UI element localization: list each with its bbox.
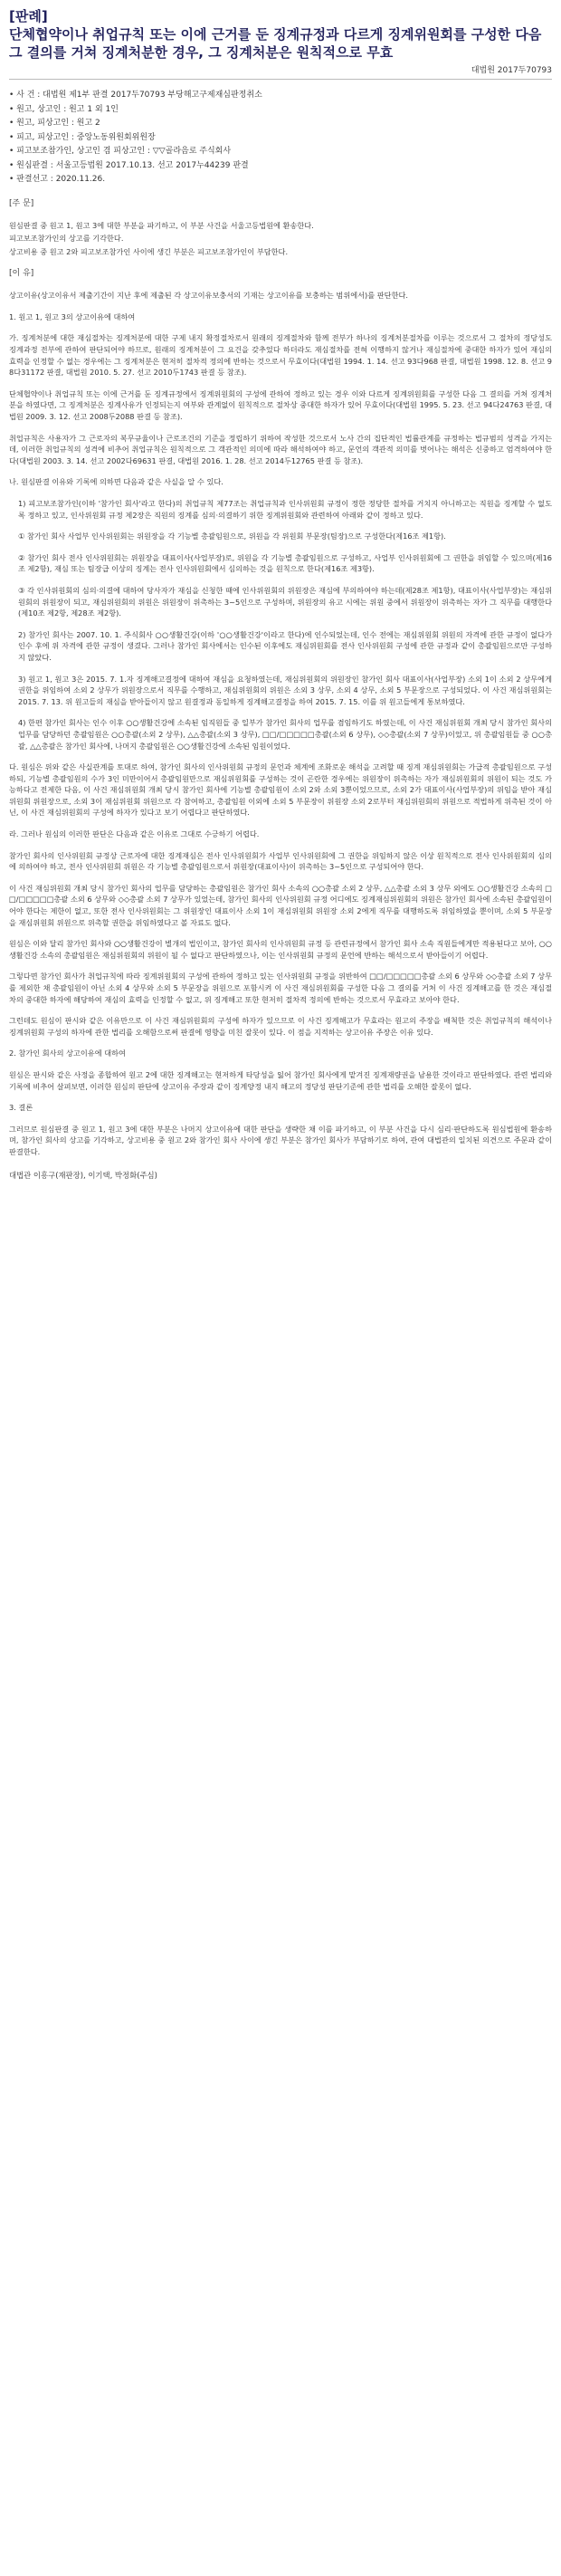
- order-heading: [주 문]: [9, 198, 34, 208]
- paragraph: 이 사건 재심위원회 개최 당시 참가인 회사의 업무를 담당하는 총괄임원은 참가인 회사 소속의 ○○총괄 소외 2 상무, △△총괄 소외 3 상무 외에도 ○○생활건강 소속의 □□/□□□□□총괄 소외 6 상무와 ◇◇총괄 소외 7 상무가 있었는데, 참가인 회사의 인사위원회 규정 어디에도 징계재심위원회의 위원은 참가인 회사에 소속된 총괄임원이어야 한다는 제한이 없고, 또한 전사 인사위원회는 그 위원장인 대표이사 소외 1이 재심위원회 위원장 소외 2에게 직무를 대행하도록 위임하였을 뿐이며, 소외 5 부문장을 재심위원회 위원으로 위촉할 권한을 위임하였다고 볼 자료도 없다.: [9, 883, 552, 927]
- info-item: • 피고, 피상고인 : 중앙노동위원회위원장: [9, 132, 156, 142]
- paragraph: 그런데도 원심이 판시와 같은 이유만으로 이 사건 재심위원회의 구성에 하자가 있으므로 이 사건 징계해고가 무효라는 원고의 주장을 배척한 것은 취업규칙의 해석이나 징계위원회 구성의 하자에 관한 법리를 오해함으로써 판결에 영향을 미친 잘못이 있다. 이 점을 지적하는 상고이유 주장은 이유 있다.: [9, 1016, 552, 1037]
- reason-heading: [이 유]: [9, 269, 34, 279]
- paragraph: 원심은 이와 달리 참가인 회사와 ○○생활건강이 별개의 법인이고, 참가인 회사의 인사위원회 규정 등 관련규정에서 참가인 회사 소속 직원들에게만 적용된다고 보아, ○○생활건강 소속의 총괄임원은 재심위원회의 위원이 될 수 없다고 판단하였으나, 이는 인사위원회 규정의 문언에 반하는 해석으로서 받아들이기 어렵다.: [9, 939, 552, 960]
- paragraph: 4) 한편 참가인 회사는 인수 이후 ○○생활건강에 소속된 임직원들 중 일부가 참가인 회사의 업무를 겸임하기도 하였는데, 이 사건 재심위원회 개최 당시 참가인 회사의 업무를 담당하던 총괄임원은 ○○총괄(소외 2 상무), △△총괄(소외 3 상무), □□/□□□□□총괄(소외 6 상무), ◇◇총괄(소외 7 상무)이었고, 위 총괄임원들 중 ○○총괄, △△총괄은 참가인 회사에, 나머지 총괄임원은 ○○생활건강에 소속된 임원이었다.: [18, 718, 552, 751]
- info-item: • 사 건 : 대법원 제1부 판결 2017두70793 부당해고구제재심판정취소: [9, 91, 262, 100]
- paragraph: 2) 참가인 회사는 2007. 10. 1. 주식회사 ○○생활건강(이하 '○○생활건강'이라고 한다)에 인수되었는데, 인수 전에는 재심위원회 위원의 자격에 관한 규정이 없다가 인수 후에 위 자격에 관한 규정이 생겼다. 그러나 참가인 회사에서는 인수된 이후에도 재심위원회를 전사 인사위원회 구성에 관한 규정과 같이 총괄임원으로만 구성하지 않았다.: [18, 629, 552, 662]
- subheading: 나. 원심판결 이유와 기록에 의하면 다음과 같은 사실을 알 수 있다.: [9, 477, 223, 487]
- info-item: • 원고, 상고인 : 원고 1 외 1인: [9, 104, 119, 114]
- paragraph: ② 참가인 회사 전사 인사위원회는 위원장을 대표이사(사업부장)로, 위원을 각 기능별 총괄임원으로 구성하고, 사업부 인사위원회에 그 권한을 위임할 수 있으며(제16조 제2항), 재심 또는 팀장급 이상의 징계는 전사 인사위원회에서 심의하는 것을 원칙으로 한다(제16조 제3항).: [18, 552, 552, 574]
- subheading: 3. 결론: [9, 1103, 33, 1113]
- paragraph: 그러므로 원심판결 중 원고 1, 원고 3에 대한 부분은 나머지 상고이유에 대한 판단을 생략한 채 이를 파기하고, 이 부분 사건을 다시 심리·판단하도록 원심법원에 환송하며, 참가인 회사의 상고를 기각하고, 상고비용 중 원고 2와 참가인 회사 사이에 생긴 부분은 참가인 회사가 부담하기로 하여, 관여 대법관의 일치된 의견으로 주문과 같이 판결한다.: [9, 1124, 552, 1156]
- paragraph: 참가인 회사의 인사위원회 규정상 근로자에 대한 징계재심은 전사 인사위원회가 사업부 인사위원회에 그 권한을 위임하지 않은 이상 원칙적으로 전사 인사위원회의 심의에 의하여야 하고, 전사 인사위원회 위원은 각 기능별 총괄임원으로서 위원장(대표이사)이 위촉하는 3~5인으로 구성되어야 한다.: [9, 850, 552, 872]
- paragraph: ③ 각 인사위원회의 심의·의결에 대하여 당사자가 재심을 신청한 때에 인사위원회의 위원장은 재심에 부의하여야 하는데(제28조 제1항), 대표이사(사업부장)는 재심위원회의 위원장이 되고, 재심위원회의 위원은 위원장이 위촉하는 3~5인으로 구성하며, 위원장의 유고 시에는 위원 중에서 위원장이 위촉하는 자가 그 직무를 대행한다(제10조 제2항, 제28조 제2항).: [18, 585, 552, 618]
- paragraph: 원심은 판시와 같은 사정을 종합하여 원고 2에 대한 징계해고는 현저하게 타당성을 잃어 참가인 회사에게 맡겨진 징계재량권을 남용한 것이라고 판단하였다. 관련 법리와 기록에 비추어 살펴보면, 이러한 원심의 판단에 상고이유 주장과 같이 징계양정 내지 해고의 정당성 판단기준에 관한 법리를 오해한 잘못이 없다.: [9, 1069, 552, 1091]
- info-item: • 판결선고 : 2020.11.26.: [9, 175, 106, 184]
- paragraph: ① 참가인 회사 사업부 인사위원회는 위원장을 각 기능별 총괄임원으로, 위원을 각 위원회 부문장(팀장)으로 구성한다(제16조 제1항).: [18, 531, 446, 541]
- paragraph: 가. 징계처분에 대한 재심절차는 징계처분에 대한 구제 내지 확정절차로서 원래의 징계절차와 함께 전부가 하나의 징계처분절차를 이루는 것으로서 그 절차의 정당성도 징계과정 전부에 관하여 판단되어야 하므로, 원래의 징계처분이 그 요건을 갖추었다 하더라도 재심절차를 전혀 이행하지 않거나 재심절차에 중대한 하자가 있어 재심의 효력을 인정할 수 없는 경우에는 그 징계처분은 현저히 절차적 정의에 반하는 것으로서 무효이다(대법원 1994. 1. 14. 선고 93다968 판결, 대법원 1998. 12. 8. 선고 98다31172 판결, 대법원 2010. 5. 27. 선고 2010두1743 판결 등 참조).: [9, 333, 552, 378]
- paragraph: 라. 그러나 원심의 이러한 판단은 다음과 같은 이유로 그대로 수긍하기 어렵다.: [9, 829, 260, 839]
- case-info-list: [9, 89, 552, 187]
- subheading: 2. 참가인 회사의 상고이유에 대하여: [9, 1049, 126, 1058]
- info-item: • 피고보조참가인, 상고인 겸 피상고인 : ▽▽골라음로 주식회사: [9, 147, 232, 156]
- info-item: • 원심판결 : 서울고등법원 2017.10.13. 선고 2017누44239 판결: [9, 160, 249, 170]
- judges-line: 대법관 이흥구(재판장), 이기택, 박정화(주심): [9, 1170, 157, 1180]
- case-number: 대법원 2017두70793: [9, 65, 552, 80]
- paragraph: 취업규칙은 사용자가 그 근로자의 복무규율이나 근로조건의 기준을 정립하기 위하여 작성한 것으로서 노사 간의 집단적인 법률관계를 규정하는 법규범의 성격을 가지는데, 이러한 취업규칙의 성격에 비추어 취업규칙은 원칙적으로 그 객관적인 의미에 따라 해석하여야 하고, 문언의 객관적 의미를 벗어나는 해석은 신중하고 엄격하여야 한다(대법원 2003. 3. 14. 선고 2002다69631 판결, 대법원 2016. 1. 28. 선고 2014두12765 판결 등 참조).: [9, 433, 552, 465]
- paragraph: 다. 원심은 위와 같은 사실관계를 토대로 하여, 참가인 회사의 인사위원회 규정의 문언과 체계에 조화로운 해석을 고려할 때 징계 재심위원회는 가급적 총괄임원으로 구성하되, 기능별 총괄임원의 수가 3인 미만이어서 총괄임원만으로 재심위원회를 구성하는 것이 곤란한 경우에는 위원장이 위촉하는 자가 재심위원회의 위원이 되는 것도 가능하다고 전제한 다음, 이 사건 재심위원회 개최 당시 참가인 회사에 기능별 총괄임원이 소외 2와 소외 3뿐이었으므로, 소외 2가 대표이사(사업부장)의 위임을 받아 재심위원회 위원장으로, 소외 3이 재심위원회 위원으로 각 참여하고, 총괄임원 이외에 소외 5 부문장이 위원장 소외 2로부터 재심위원회의 위원으로 적법하게 위촉된 것이 아닌, 이 사건 재심위원회의 구성에 하자가 있다고 보기 어렵다고 판단하였다.: [9, 762, 552, 818]
- order-line: 상고비용 중 원고 2와 피고보조참가인 사이에 생긴 부분은 피고보조참가인이 부담한다.: [9, 246, 289, 256]
- order-line: 원심판결 중 원고 1, 원고 3에 대한 부분을 파기하고, 이 부분 사건을 서울고등법원에 환송한다.: [9, 220, 314, 230]
- judgment-page: [0, 0, 561, 1182]
- paragraph: 3) 원고 1, 원고 3은 2015. 7. 1.자 징계해고결정에 대하여 재심을 요청하였는데, 재심위원회의 위원장인 참가인 회사 대표이사(사업부장) 소외 1이 소외 2 상무에게 권한을 위임하여 소외 2 상무가 위원장으로서 직무를 수행하고, 재심위원회의 위원은 소외 3 상무, 소외 4 상무, 소외 5 부문장으로 구성되었다. 이 사건 재심위원회는 2015. 7. 13. 위 원고들의 재심을 받아들이지 않고 원결정과 동일하게 징계해고결정을 하여 2015. 7. 15. 이를 위 원고들에게 통보하였다.: [18, 674, 552, 706]
- paragraph: 그렇다면 참가인 회사가 취업규칙에 따라 징계위원회의 구성에 관하여 정하고 있는 인사위원회 규정을 위반하여 □□/□□□□□총괄 소외 6 상무와 ◇◇총괄 소외 7 상무를 제외한 채 총괄임원이 아닌 소외 4 상무와 소외 5 부문장을 위원으로 포함시켜 이 사건 재심위원회를 구성한 다음 그 결의를 거쳐 이 사건 징계해고를 한 것은 재심절차의 중대한 하자에 해당하여 재심의 효력을 인정할 수 없고, 위 징계해고 또한 현저히 절차적 정의에 반하는 것으로서 무효라고 보아야 한다.: [9, 972, 552, 1004]
- order-line: 피고보조참가인의 상고를 기각한다.: [9, 234, 124, 244]
- subheading: 1. 원고 1, 원고 3의 상고이유에 대하여: [9, 311, 136, 321]
- page-title: [판례] 단체협약이나 취업규칙 또는 이에 근거를 둔 징계규정과 다르게 징계위원회를 구성한 다음 그 결의를 거쳐 징계처분한 경우, 그 징계처분은 원칙적으로 무효: [9, 8, 542, 61]
- paragraph: 1) 피고보조참가인(이하 '참가인 회사'라고 한다)의 취업규칙 제77조는 취업규칙과 인사위원회 규정이 정한 정당한 절차를 거치지 아니하고는 직원을 징계할 수 없도록 정하고 있고, 인사위원회 규정 제2장은 직원의 징계를 심의·의결하기 위한 징계위원회와 관련하여 아래와 같이 정하고 있다.: [18, 499, 552, 520]
- info-item: • 원고, 피상고인 : 원고 2: [9, 119, 100, 128]
- paragraph: 단체협약이나 취업규칙 또는 이에 근거를 둔 징계규정에서 징계위원회의 구성에 관하여 정하고 있는 경우 이와 다르게 징계위원회를 구성한 다음 그 결의를 거쳐 징계처분을 하였다면, 그 징계처분은 징계사유가 인정되는지 여부와 관계없이 원칙적으로 절차상 중대한 하자가 있어 무효이다(대법원 1995. 5. 23. 선고 94다24763 판결, 대법원 2009. 3. 12. 선고 2008두2088 판결 등 참조).: [9, 388, 552, 422]
- paragraph: 상고이유(상고이유서 제출기간이 지난 후에 제출된 각 상고이유보충서의 기재는 상고이유를 보충하는 범위에서)를 판단한다.: [9, 291, 408, 301]
